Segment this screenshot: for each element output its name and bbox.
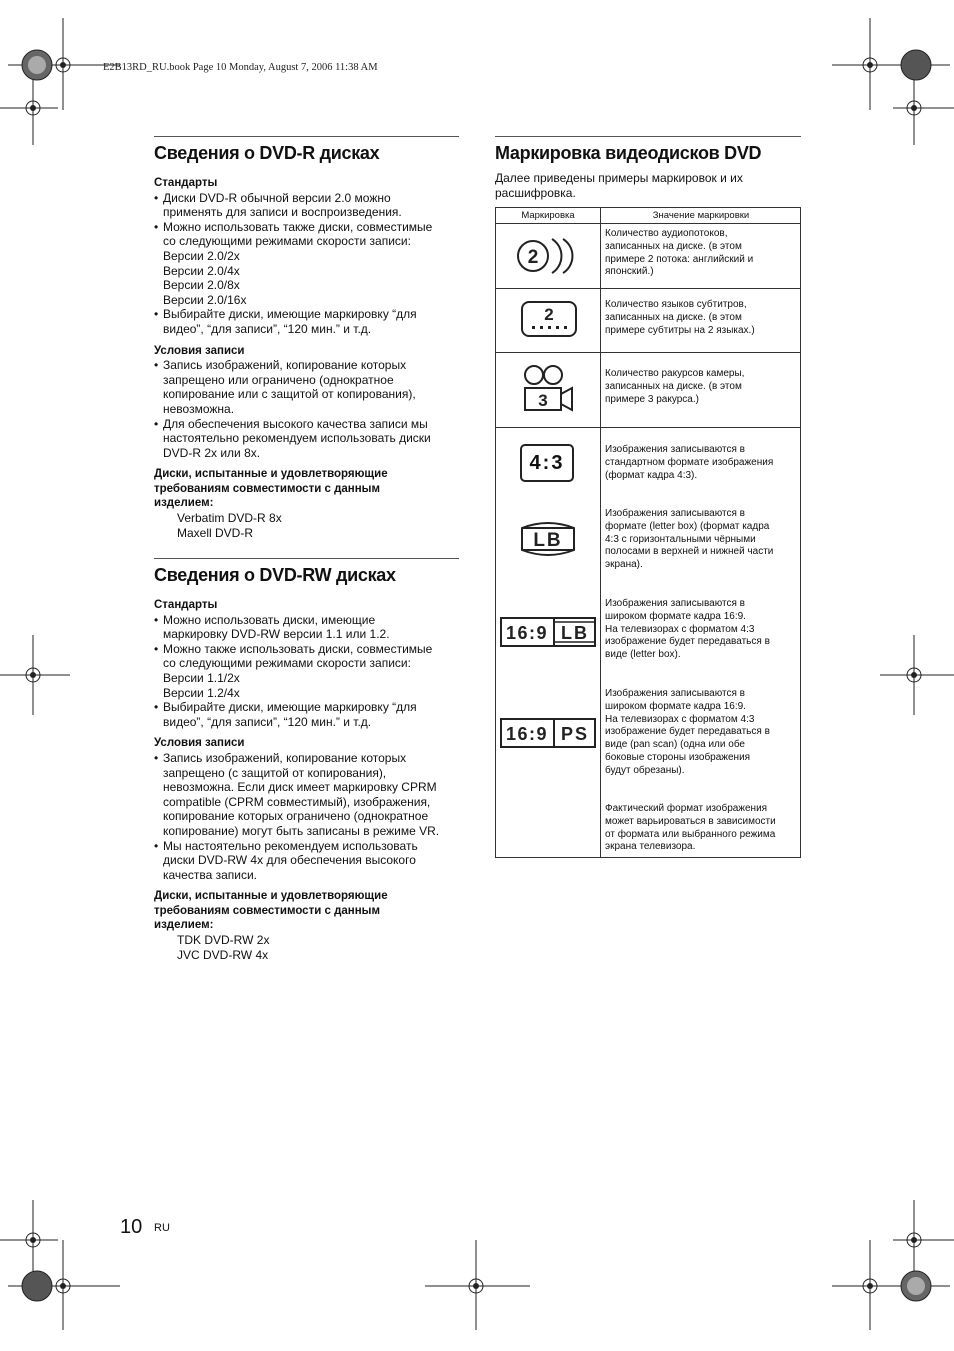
dvdrw-conditions-title: Условия записи xyxy=(154,737,245,750)
table-header-meaning: Значение маркировки xyxy=(652,210,750,221)
list-item: • Для обеспечения высокого качества записи мы настоятельно рекомендуем использовать диски DVD-R 2x или 8x. xyxy=(154,417,464,461)
letterbox-icon xyxy=(520,520,576,558)
table-header-marking: Маркировка xyxy=(521,210,575,221)
dvdr-standards-title: Стандарты xyxy=(154,177,218,189)
markings-intro: Далее приведены примеры маркировок и их расшифровка. xyxy=(495,171,743,200)
dvdr-conditions-title: Условия записи xyxy=(154,344,245,357)
language-code: RU xyxy=(154,1222,170,1234)
desc-169-letterbox: Изображения записываются в широком формате кадра 16:9. На телевизорах с форматом 4:3 изображение будет передаваться в виде (letter box). xyxy=(605,598,770,661)
markings-table xyxy=(495,207,801,858)
list-item: • Можно также использовать диски, совместимые со следующими режимами скорости записи: Версии 1.1/2x Версии 1.2/4x xyxy=(154,642,464,700)
divider xyxy=(154,136,459,137)
dvdr-conditions-list xyxy=(154,358,464,460)
list-item: • Можно использовать также диски, совместимые со следующими режимами скорости записи: Версии 2.0/2x Версии 2.0/4x Версии 2.0/8x Версии 2.0/16x xyxy=(154,220,464,308)
dvdrw-conditions-list xyxy=(154,751,464,882)
desc-169-panscan: Изображения записываются в широком формате кадра 16:9. На телевизорах с форматом 4:3 изображение будет передаваться в виде (pan scan) (одна или обе боковые стороны изображения будут обрезаны). xyxy=(605,688,770,776)
svg-text:2: 2 xyxy=(527,247,539,268)
desc-note: Фактический формат изображения может варьироваться в зависимости от формата или выбранного режима экрана телевизора. xyxy=(605,803,776,853)
dvdrw-title: Сведения о DVD-RW дисках xyxy=(154,565,396,585)
list-item: • Выбирайте диски, имеющие маркировку “для видео”, “для записи”, “120 мин.” и т.д. xyxy=(154,700,464,729)
list-item: • Можно использовать диски, имеющие маркировку DVD-RW версии 1.1 или 1.2. xyxy=(154,613,464,642)
desc-letterbox: Изображения записываются в формате (letter box) (формат кадра 4:3 с горизонтальными чёрными полосами в верхней и нижней части экрана). xyxy=(605,508,774,571)
dvdrw-section xyxy=(154,598,464,962)
desc-angles: Количество ракурсов камеры, записанных на диске. (в этом примере 3 ракурса.) xyxy=(605,368,745,405)
dvdr-standards-list xyxy=(154,191,464,337)
print-header: E2B13RD_RU.book Page 10 Monday, August 7, 2006 11:38 AM xyxy=(103,62,378,73)
svg-text:LB: LB xyxy=(561,623,589,643)
dvdrw-disc-2: JVC DVD-RW 4x xyxy=(177,947,269,962)
desc-4-3: Изображения записываются в стандартном формате изображения (формат кадра 4:3). xyxy=(605,444,774,481)
subtitles-icon xyxy=(520,300,578,338)
svg-text:PS: PS xyxy=(560,724,590,744)
dvdr-disc-1: Verbatim DVD-R 8x xyxy=(177,511,282,526)
list-item: • Мы настоятельно рекомендуем использовать диски DVD-RW 4x для обеспечения высокого качества записи. xyxy=(154,839,464,883)
camera-angles-icon xyxy=(522,364,576,414)
dvdr-disc-2: Maxell DVD-R xyxy=(177,525,254,540)
dvdrw-tested-title: Диски, испытанные и удовлетворяющие требованиям совместимости с данным изделием: xyxy=(154,890,388,932)
audio-streams-icon xyxy=(516,235,582,277)
widescreen-letterbox-icon xyxy=(500,617,596,647)
dvdr-title: Сведения о DVD-R дисках xyxy=(154,143,380,163)
list-item: • Запись изображений, копирование которых запрещено или ограничено (однократное копирование или с защитой от копирования), невозможна. xyxy=(154,358,464,416)
list-item: • Диски DVD-R обычной версии 2.0 можно применять для записи и воспроизведения. xyxy=(154,191,464,220)
svg-text:3: 3 xyxy=(538,391,548,410)
divider xyxy=(495,136,801,137)
desc-subtitles: Количество языков субтитров, записанных на диске. (в этом примере субтитры на 2 языках.) xyxy=(605,299,755,336)
svg-text:LB: LB xyxy=(533,530,563,551)
dvdr-section xyxy=(154,176,464,540)
list-item: • Запись изображений, копирование которых запрещено (с защитой от копирования), невозможна. Если диск имеет маркировку CPRM compatible (CPRM совместимый), изображения, копирование которых ограничено (однократное копирование) могут быть записаны в режиме VR. xyxy=(154,751,464,839)
dvdr-tested-title: Диски, испытанные и удовлетворяющие требованиям совместимости с данным изделием: xyxy=(154,468,388,510)
svg-text:16:9: 16:9 xyxy=(505,623,549,643)
widescreen-panscan-icon xyxy=(500,718,596,748)
dvdrw-disc-1: TDK DVD-RW 2x xyxy=(177,933,270,948)
page-number: 10 xyxy=(120,1216,143,1238)
desc-audio: Количество аудиопотоков, записанных на диске. (в этом примере 2 потока: английский и японский.) xyxy=(605,228,754,278)
dvdrw-standards-title: Стандарты xyxy=(154,599,218,611)
svg-text:16:9: 16:9 xyxy=(505,724,549,744)
markings-title: Маркировка видеодисков DVD xyxy=(495,143,762,163)
aspect-4-3-icon: 4:3 xyxy=(520,444,574,482)
list-item: • Выбирайте диски, имеющие маркировку “для видео”, “для записи”, “120 мин.” и т.д. xyxy=(154,307,464,336)
dvdrw-standards-list xyxy=(154,613,464,730)
divider xyxy=(154,558,459,559)
svg-text:2: 2 xyxy=(544,305,554,324)
